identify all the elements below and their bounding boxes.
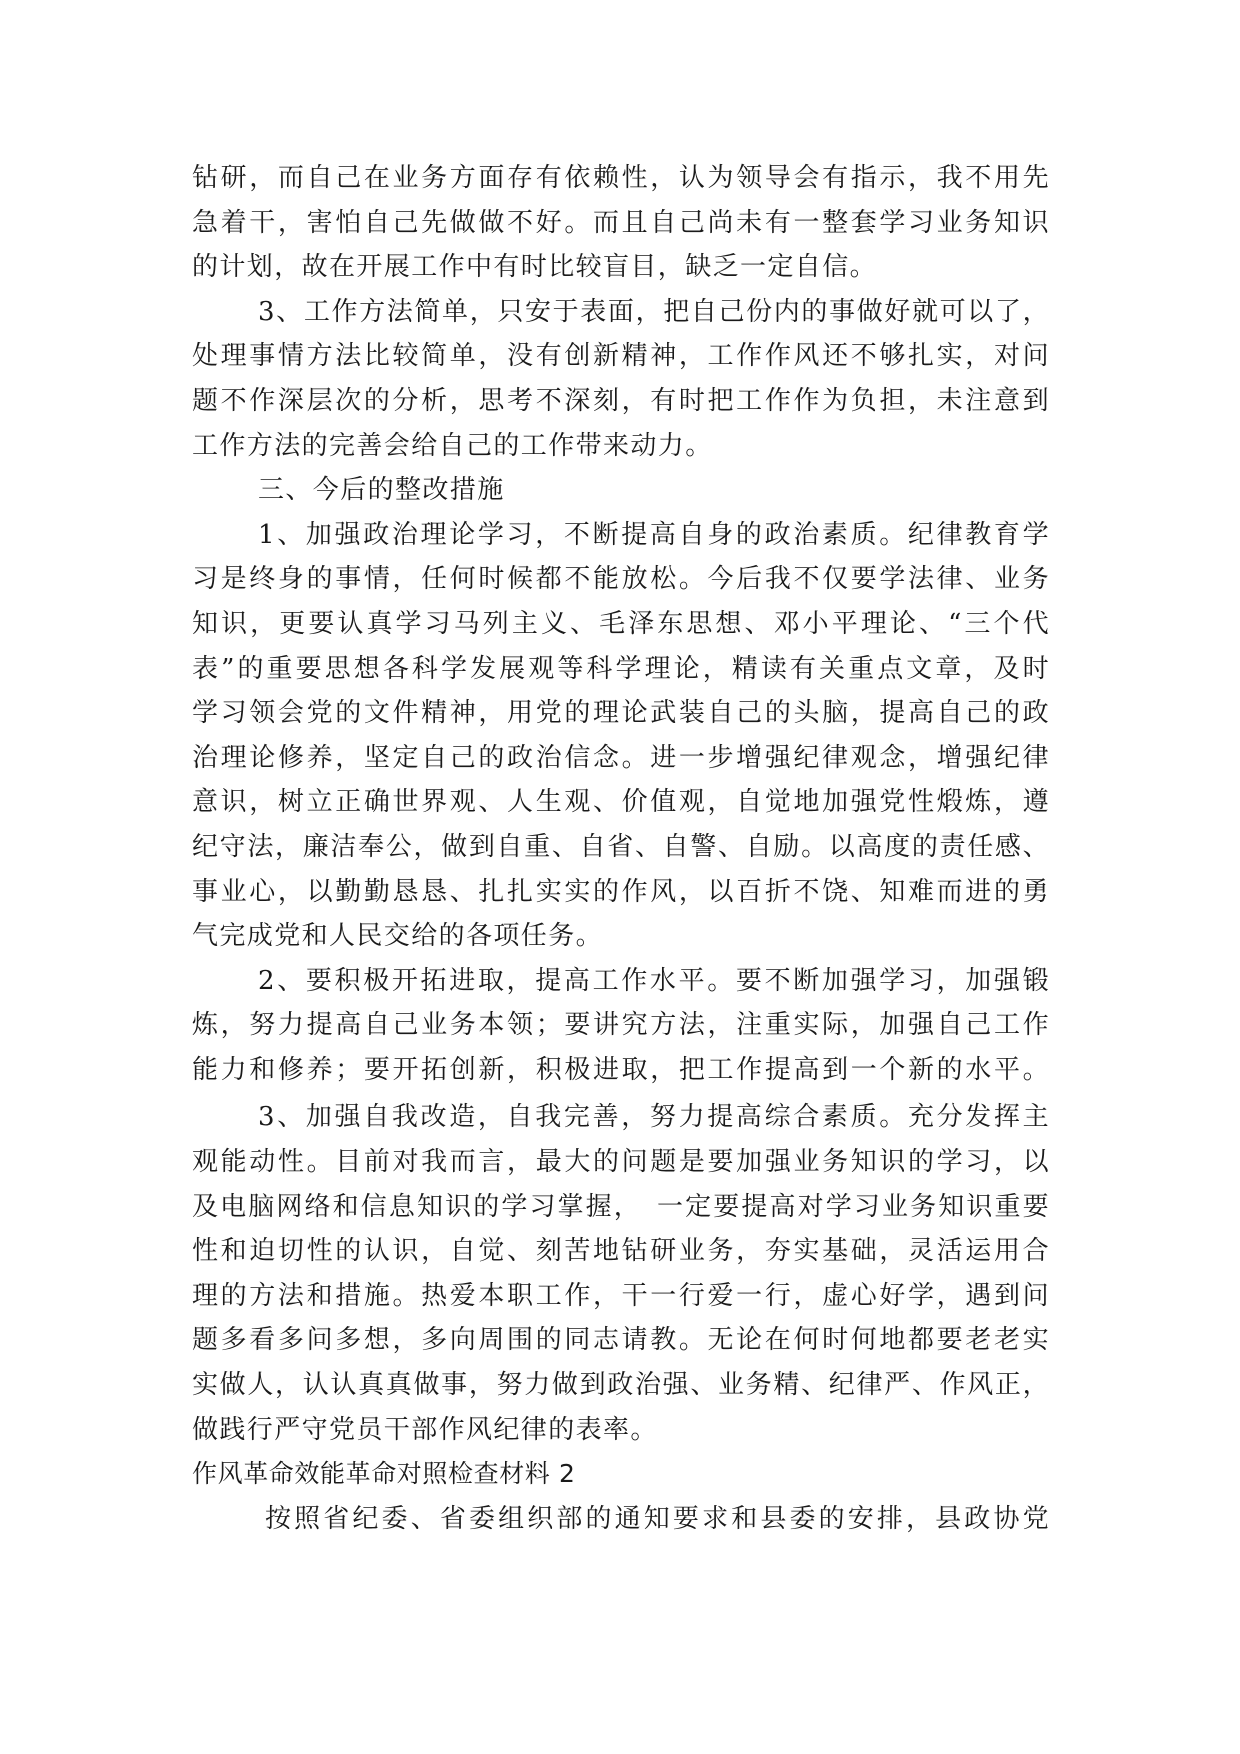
text-line: 及电脑网络和信息知识的学习掌握， 一定要提高对学习业务知识重要 — [192, 1191, 1050, 1222]
paragraph-start-line: 3、加强自我改造，自我完善，努力提高综合素质。充分发挥主 — [258, 1102, 1050, 1133]
text-line: 纪守法，廉洁奉公，做到自重、自省、自警、自励。以高度的责任感、 — [192, 831, 1050, 862]
paragraph-start-line: 1、加强政治理论学习，不断提高自身的政治素质。纪律教育学 — [258, 519, 1050, 550]
text-line: 表”的重要思想各科学发展观等科学理论，精读有关重点文章，及时 — [192, 653, 1050, 684]
paragraph-start-line: 2、要积极开拓进取，提高工作水平。要不断加强学习，加强锻 — [258, 965, 1050, 996]
text-line: 题不作深层次的分析，思考不深刻，有时把工作作为负担，未注意到 — [192, 385, 1050, 416]
section-heading: 三、今后的整改措施 — [258, 475, 505, 506]
text-line: 炼，努力提高自己业务本领；要讲究方法，注重实际，加强自己工作 — [192, 1010, 1050, 1041]
text-line: 的计划，故在开展工作中有时比较盲目，缺乏一定自信。 — [192, 252, 878, 283]
text-line: 观能动性。目前对我而言，最大的问题是要加强业务知识的学习，以 — [192, 1147, 1050, 1178]
text-line: 急着干，害怕自己先做做不好。而且自己尚未有一整套学习业务知识 — [192, 207, 1050, 238]
text-line: 意识，树立正确世界观、人生观、价值观，自觉地加强党性煅炼，遵 — [192, 787, 1050, 818]
text-line: 钻研，而自己在业务方面存有依赖性，认为领导会有指示，我不用先 — [192, 163, 1050, 193]
text-line: 题多看多问多想，多向周围的同志请教。无论在何时何地都要老老实 — [192, 1325, 1050, 1356]
text-line: 理的方法和措施。热爱本职工作，干一行爱一行，虚心好学，遇到问 — [192, 1280, 1050, 1311]
paragraph-start-line: 3、工作方法简单，只安于表面，把自己份内的事做好就可以了， — [258, 296, 1050, 327]
text-line: 学习领会党的文件精神，用党的理论武装自己的头脑，提高自己的政 — [192, 698, 1050, 729]
text-line: 治理论修养，坚定自己的政治信念。进一步增强纪律观念，增强纪律 — [192, 742, 1050, 773]
text-line: 工作方法的完善会给自己的工作带来动力。 — [192, 430, 713, 461]
text-line: 事业心，以勤勤恳恳、扎扎实实的作风，以百折不饶、知难而进的勇 — [192, 876, 1050, 907]
text-line: 气完成党和人民交给的各项任务。 — [192, 921, 604, 952]
paragraph-start-line: 按照省纪委、省委组织部的通知要求和县委的安排，县政协党 — [265, 1503, 1050, 1534]
text-line: 知识，更要认真学习马列主义、毛泽东思想、邓小平理论、“三个代 — [192, 608, 1050, 639]
text-line: 习是终身的事情，任何时候都不能放松。今后我不仅要学法律、业务 — [192, 564, 1050, 595]
text-line: 能力和修养；要开拓创新，积极进取，把工作提高到一个新的水平。 — [192, 1054, 1050, 1085]
text-line: 做践行严守党员干部作风纪律的表率。 — [192, 1414, 658, 1445]
text-line: 处理事情方法比较简单，没有创新精神，工作作风还不够扎实，对问 — [192, 341, 1050, 372]
document-title: 作风革命效能革命对照检查材料 2 — [192, 1459, 576, 1489]
document-body — [192, 156, 1050, 1541]
text-line: 实做人，认认真真做事，努力做到政治强、业务精、纪律严、作风正， — [192, 1370, 1050, 1401]
text-line: 性和迫切性的认识，自觉、刻苦地钻研业务，夯实基础，灵活运用合 — [192, 1236, 1050, 1267]
